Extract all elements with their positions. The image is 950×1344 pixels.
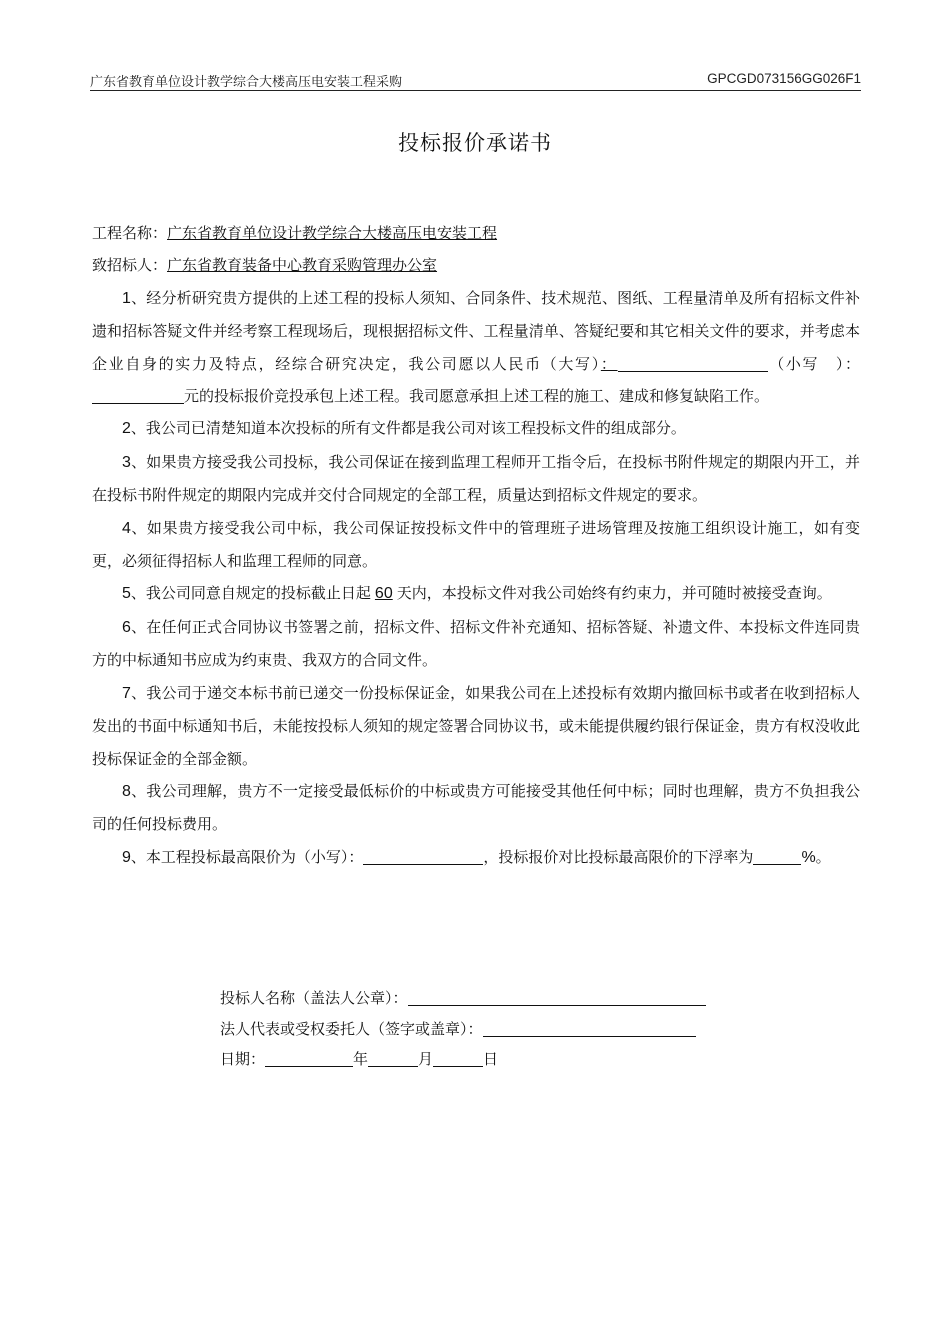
recipient-label: 致招标人：: [92, 256, 168, 275]
signature-block: [220, 983, 706, 1075]
validity-days-value: 60: [374, 585, 393, 603]
date-day-blank[interactable]: [433, 1048, 483, 1067]
representative-label: 法人代表或受权委托人（签字或盖章）：: [220, 1019, 483, 1038]
clause-5: [92, 577, 860, 610]
clause-3: [92, 446, 860, 512]
document-body: [92, 217, 860, 874]
clause-7: [92, 677, 860, 775]
header-document-code: GPCGD073156GG026F1: [707, 71, 861, 86]
date-label: 日期：: [220, 1050, 266, 1068]
clause-9-end: 。: [815, 847, 831, 866]
clause-8: [92, 775, 860, 841]
clause-5-text-b: 天内，本投标文件对我公司始终有约束力，并可随时被接受查询。: [396, 584, 832, 603]
clause-9-text-a: 、本工程投标最高限价为（小写）：: [130, 847, 364, 866]
bidder-name-blank[interactable]: [408, 987, 706, 1006]
clause-6: [92, 611, 860, 677]
clause-9: [92, 841, 860, 874]
clause-3-text: 、如果贵方接受我公司投标，我公司保证在接到监理工程师开工指令后，在投标书附件规定的期限内开工，并在投标书附件规定的期限内完成并交付合同规定的全部工程，质量达到招标文件规定的要求。: [92, 452, 860, 505]
clause-6-number: 6: [122, 618, 131, 636]
page-header: [90, 70, 861, 91]
recipient-value: 广东省教育装备中心教育采购管理办公室: [167, 256, 438, 275]
amount-figures-blank[interactable]: [92, 385, 184, 404]
clause-5-number: 5: [122, 585, 131, 603]
clause-1: [92, 282, 860, 413]
year-label: 年: [353, 1050, 369, 1068]
clause-7-text: 、我公司于递交本标书前已递交一份投标保证金，如果我公司在上述投标有效期内撤回标书或者在收到招标人发出的书面中标通知书后，未能按投标人须知的规定签署合同协议书，或未能提供履约银行保证金，贵方有权没收此投标保证金的全部金额。: [92, 683, 860, 768]
month-label: 月: [418, 1050, 434, 1068]
clause-4: [92, 512, 860, 578]
bidder-name-label: 投标人名称（盖法人公章）：: [220, 989, 408, 1007]
amount-words-blank-cont[interactable]: [670, 353, 768, 372]
clause-1-text-c: （小写 ）：: [767, 354, 860, 373]
clause-5-text-a: 、我公司同意自规定的投标截止日起: [130, 584, 371, 603]
percent-sign: %: [801, 848, 816, 866]
recipient-line: [92, 249, 860, 281]
project-name-line: [92, 217, 860, 249]
clause-2-text: 、我公司已清楚知道本次投标的所有文件都是我公司对该工程投标文件的组成部分。: [130, 419, 686, 438]
document-title: 投标报价承诺书: [398, 131, 552, 155]
clause-8-number: 8: [122, 782, 131, 800]
clause-1-text-a: 、经分析研究贵方提供的上述工程的投标人须知、合同条件、技术规范、图纸、工程量清单及所有招标文件补遗和招标答疑文件并经考察工程现场后，现根据招标文件、工程量清单、答疑纪要和其它相关文件的要求，并考虑本企业自身的实力及特点，经综合研究决定，我公司愿以人民币（大写）: [92, 288, 860, 373]
clause-4-number: 4: [122, 519, 131, 537]
clause-6-text: 、在任何正式合同协议书签署之前，招标文件、招标文件补充通知、招标答疑、补遗文件、本投标文件连同贵方的中标通知书应成为约束贵、我双方的合同文件。: [92, 617, 860, 670]
clause-7-number: 7: [122, 684, 131, 702]
clause-1-text-d: 元的投标报价竞投承包上述工程。我司愿意承担上述工程的施工、建成和修复缺陷工作。: [184, 387, 770, 406]
clause-4-text: 、如果贵方接受我公司中标，我公司保证按投标文件中的管理班子进场管理及按施工组织设计施工，如有变更，必须征得招标人和监理工程师的同意。: [92, 518, 860, 571]
amount-words-blank[interactable]: [618, 353, 670, 372]
clause-9-text-b: ，投标报价对比投标最高限价的下浮率为: [483, 847, 754, 866]
max-price-blank[interactable]: [363, 846, 483, 865]
clause-2-number: 2: [122, 420, 131, 438]
bidder-name-line: [220, 983, 706, 1014]
header-project-title: 广东省教育单位设计教学综合大楼高压电安装工程采购: [90, 75, 403, 90]
clause-1-colon: ：: [600, 354, 618, 373]
representative-blank[interactable]: [483, 1018, 696, 1037]
clause-3-number: 3: [122, 453, 131, 471]
date-month-blank[interactable]: [368, 1048, 418, 1067]
date-line: [220, 1044, 706, 1075]
project-name-value: 广东省教育单位设计教学综合大楼高压电安装工程: [167, 224, 498, 242]
project-name-label: 工程名称：: [92, 224, 168, 242]
clause-1-number: 1: [122, 289, 131, 307]
date-year-blank[interactable]: [265, 1048, 353, 1067]
clause-8-text: 、我公司理解，贵方不一定接受最低标价的中标或贵方可能接受其他任何中标；同时也理解，贵方不负担我公司的任何投标费用。: [92, 781, 860, 834]
day-label: 日: [483, 1050, 499, 1068]
discount-rate-blank[interactable]: [753, 846, 801, 865]
clause-2: [92, 412, 860, 445]
clause-9-number: 9: [122, 848, 131, 866]
representative-line: [220, 1014, 706, 1045]
